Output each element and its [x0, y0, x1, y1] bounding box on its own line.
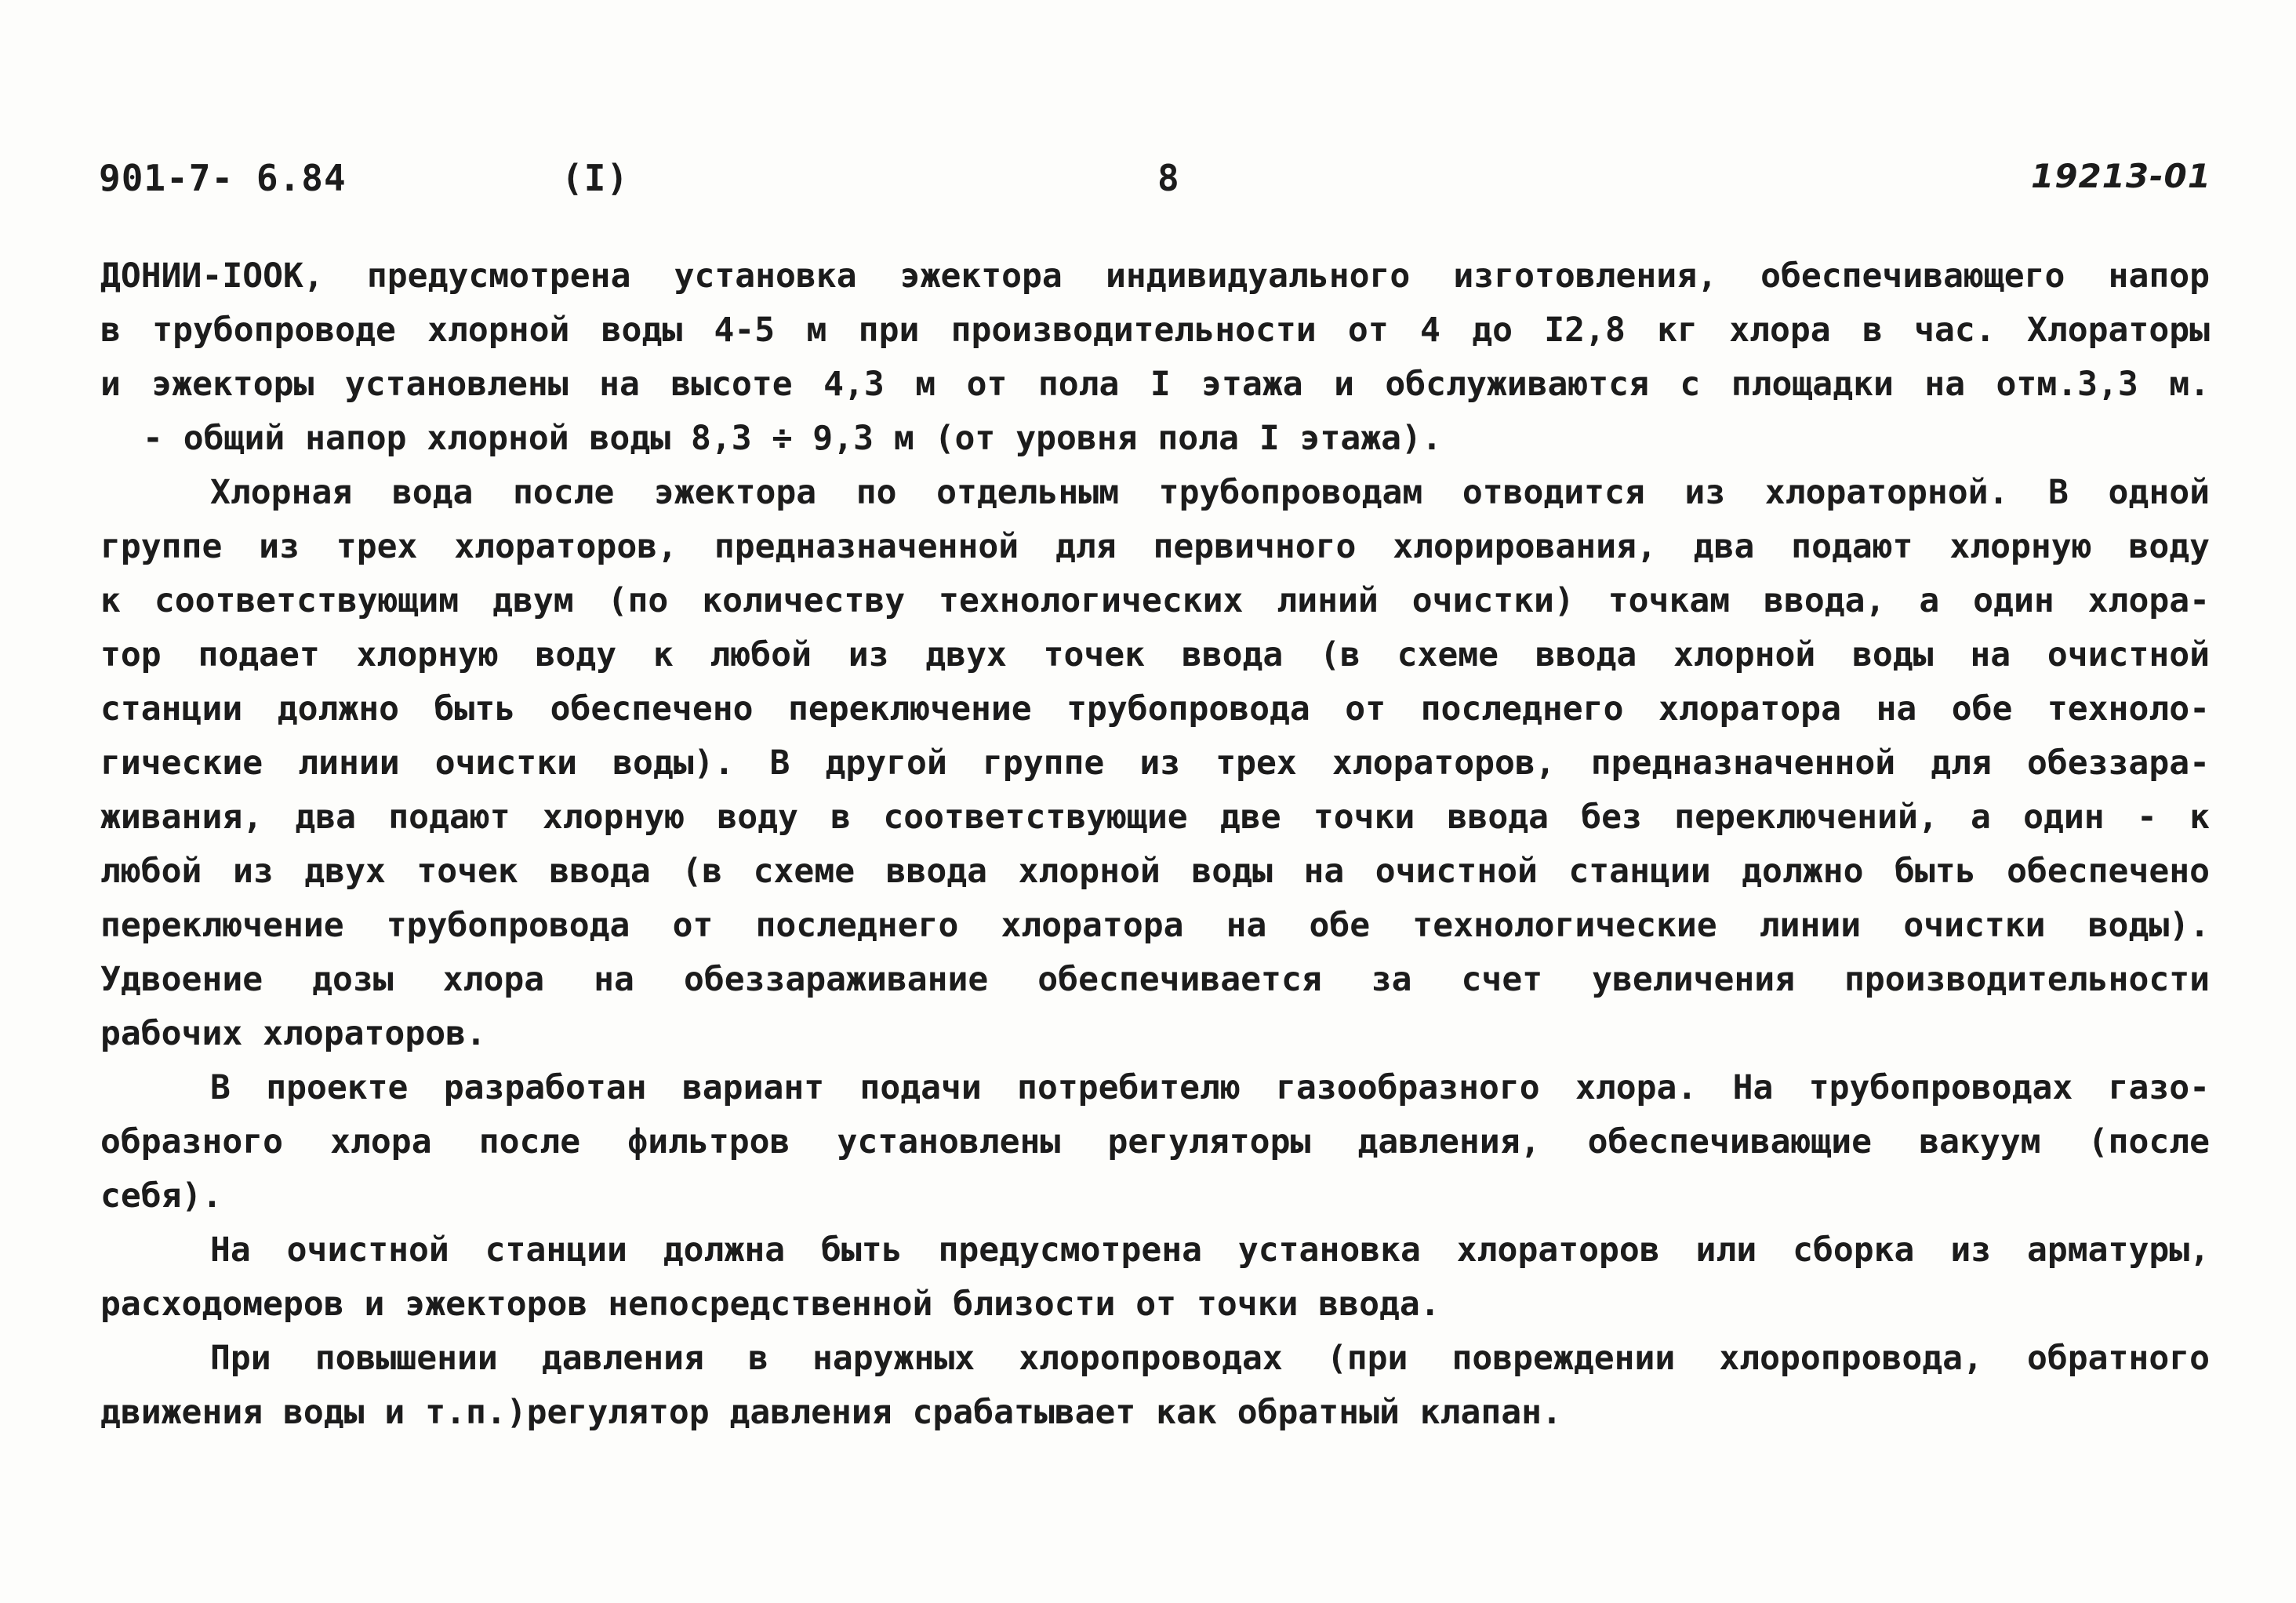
- page-number: 8: [1157, 157, 1180, 199]
- paragraph-3: [100, 1061, 2210, 1223]
- part-number: (I): [561, 157, 630, 199]
- paragraph-1: [100, 249, 2210, 466]
- text-line: гические линии очистки воды). В другой группе из трех хлораторов, предназначенной для обеззара-: [100, 743, 2210, 783]
- text-line: Удвоение дозы хлора на обеззараживание обеспечивается за счет увеличения производительности: [100, 960, 2210, 999]
- text-line: любой из двух точек ввода (в схеме ввода хлорной воды на очистной станции должно быть обеспечено: [100, 852, 2210, 891]
- document-number: 901-7- 6.84: [99, 157, 347, 199]
- text-line: ДОНИИ-IOOK, предусмотрена установка эжектора индивидуального изготовления, обеспечивающего напор: [100, 256, 2210, 296]
- text-line: Хлорная вода после эжектора по отдельным трубопроводам отводится из хлораторной. В одной: [210, 473, 2210, 512]
- text-line: станции должно быть обеспечено переключение трубопровода от последнего хлоратора на обе техноло-: [100, 689, 2210, 729]
- text-line: В проекте разработан вариант подачи потребителю газообразного хлора. На трубопроводах газо-: [210, 1068, 2210, 1107]
- text-line: На очистной станции должна быть предусмотрена установка хлораторов или сборка из арматуры,: [210, 1230, 2210, 1270]
- text-line: в трубопроводе хлорной воды 4-5 м при производительности от 4 до I2,8 кг хлора в час. Хлораторы: [100, 311, 2210, 350]
- text-line: к соответствующим двум (по количеству технологических линий очистки) точкам ввода, а один хлора-: [100, 581, 2210, 620]
- text-line: переключение трубопровода от последнего хлоратора на обе технологические линии очистки воды).: [100, 906, 2210, 945]
- page-header: [0, 157, 2296, 220]
- text-line: живания, два подают хлорную воду в соответствующие две точки ввода без переключений, а один - к: [100, 798, 2210, 837]
- text-line: движения воды и т.п.)регулятор давления срабатывает как обратный клапан.: [100, 1393, 1562, 1432]
- text-line: При повышении давления в наружных хлоропроводах (при повреждении хлоропровода, обратного: [210, 1339, 2210, 1378]
- paragraph-5: [100, 1332, 2210, 1440]
- text-line: тор подает хлорную воду к любой из двух точек ввода (в схеме ввода хлорной воды на очистной: [100, 635, 2210, 674]
- paragraph-2: [100, 466, 2210, 1061]
- paragraph-4: [100, 1223, 2210, 1332]
- text-line: себя).: [100, 1176, 223, 1216]
- text-line: группе из трех хлораторов, предназначенной для первичного хлорирования, два подают хлорную воду: [100, 527, 2210, 566]
- document-body: [100, 249, 2210, 1440]
- text-line: - общий напор хлорной воды 8,3 ÷ 9,3 м (от уровня пола I этажа).: [143, 419, 1442, 458]
- text-line: образного хлора после фильтров установлены регуляторы давления, обеспечивающие вакуум (после: [100, 1122, 2210, 1161]
- text-line: рабочих хлораторов.: [100, 1014, 486, 1053]
- text-line: и эжекторы установлены на высоте 4,3 м от пола I этажа и обслуживаются с площадки на отм.3,3 м.: [100, 365, 2210, 404]
- inventory-code: 19213-01: [2031, 157, 2211, 195]
- text-line: расходомеров и эжекторов непосредственной близости от точки ввода.: [100, 1285, 1440, 1324]
